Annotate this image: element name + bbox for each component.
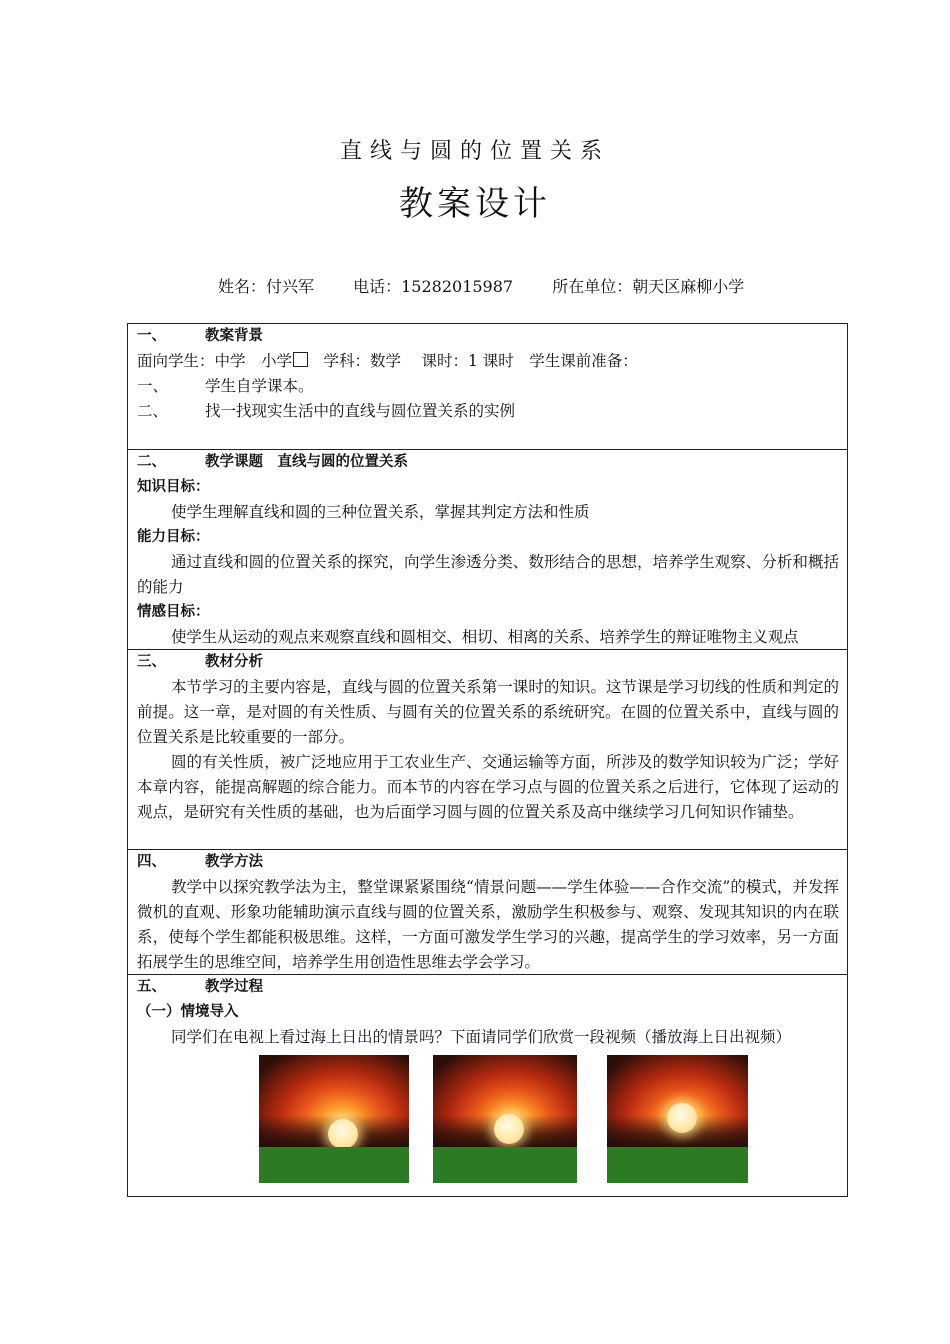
section-title: 教学过程 xyxy=(205,979,263,995)
emotion-goal-label: 情感目标： xyxy=(137,604,210,620)
section-header xyxy=(137,850,839,875)
section-title: 教学课题 直线与圆的位置关系 xyxy=(205,454,408,470)
method-paragraph: 教学中以探究教学法为主，整堂课紧紧围绕“情景问题——学生体验——合作交流”的模式，并发挥微机的直观、形象功能辅助演示直线与圆的位置关系，激励学生积极参与、观察、发现其知识的内在联系，使每个学生都能积极思维。这样，一方面可激发学生学习的兴趣，提高学生的学习效率，另一方面拓展学生的思维空间，培养学生用创造性思维去学会学习。 xyxy=(137,878,839,971)
ability-goal-text: 通过直线和圆的位置关系的探究，向学生渗透分类、数形结合的思想，培养学生观察、分析和概括的能力 xyxy=(137,553,839,596)
section-teaching-method xyxy=(128,850,847,975)
prep-item-number: 一、 xyxy=(137,377,169,395)
emotion-goal-text: 使学生从运动的观点来观察直线和圆相交、相切、相离的关系、培养学生的辩证唯物主义观点 xyxy=(171,628,799,646)
prep-item xyxy=(137,374,839,399)
prep-item xyxy=(137,399,839,424)
prep-item-number: 二、 xyxy=(137,402,169,420)
section-title: 教学方法 xyxy=(205,854,263,870)
section-header xyxy=(137,450,839,475)
author-unit: 所在单位：朝天区麻柳小学 xyxy=(552,277,745,296)
section-background xyxy=(128,324,847,450)
section-title: 教材分析 xyxy=(205,654,263,670)
sun-icon xyxy=(494,1114,524,1144)
section-number: 三、 xyxy=(137,654,166,670)
green-ground xyxy=(607,1147,748,1183)
knowledge-goal-text: 使学生理解直线和圆的三种位置关系，掌握其判定方法和性质 xyxy=(171,503,590,521)
audience-text: 面向学生：中学 小学 xyxy=(137,352,293,370)
ability-goal-label: 能力目标： xyxy=(137,529,210,545)
section-topic xyxy=(128,450,847,650)
section-header xyxy=(137,324,839,349)
subject-text: 学科：数学 课时：1 课时 学生课前准备： xyxy=(308,352,638,370)
sun-icon xyxy=(328,1119,358,1149)
section-number: 四、 xyxy=(137,854,166,870)
section-number: 一、 xyxy=(137,328,166,344)
sunrise-image xyxy=(259,1055,409,1183)
prep-item-text: 学生自学课本。 xyxy=(205,377,314,395)
green-ground xyxy=(259,1147,409,1183)
sun-icon xyxy=(667,1103,697,1133)
section-number: 二、 xyxy=(137,454,166,470)
sunrise-image-row xyxy=(0,1055,950,1183)
section-material-analysis xyxy=(128,650,847,850)
section-header xyxy=(137,975,839,1000)
knowledge-goal-label: 知识目标： xyxy=(137,479,210,495)
section-header xyxy=(137,650,839,675)
subsection-title: （一）情境导入 xyxy=(137,1004,239,1020)
author-phone: 电话：15282015987 xyxy=(353,277,514,296)
sunrise-image xyxy=(433,1055,577,1183)
green-ground xyxy=(433,1147,577,1183)
analysis-paragraph-1: 本节学习的主要内容是，直线与圆的位置关系第一课时的知识。这节课是学习切线的性质和判定的前提。这一章，是对圆的有关性质、与圆有关的位置关系的系统研究。在圆的位置关系中，直线与圆的位置关系是比较重要的一部分。 xyxy=(137,678,839,746)
intro-paragraph: 同学们在电视上看过海上日出的情景吗？下面请同学们欣赏一段视频（播放海上日出视频） xyxy=(171,1028,792,1046)
title-line-1: 直线与圆的位置关系 xyxy=(339,139,610,164)
primary-school-checkbox[interactable] xyxy=(293,352,308,367)
author-info xyxy=(218,274,744,297)
audience-line xyxy=(137,349,839,374)
section-title: 教案背景 xyxy=(205,328,263,344)
analysis-paragraph-2: 圆的有关性质，被广泛地应用于工农业生产、交通运输等方面，所涉及的数学知识较为广泛；学好本章内容，能提高解题的综合能力。而本节的内容在学习点与圆的位置关系之后进行，它体现了运动的观点，是研究有关性质的基础，也为后面学习圆与圆的位置关系及高中继续学习几何知识作铺垫。 xyxy=(137,753,839,821)
prep-item-text: 找一找现实生活中的直线与圆位置关系的实例 xyxy=(205,402,516,420)
title-line-2: 教案设计 xyxy=(399,184,551,224)
sunrise-image xyxy=(607,1055,748,1183)
section-number: 五、 xyxy=(137,979,166,995)
author-name: 姓名：付兴军 xyxy=(218,277,315,296)
